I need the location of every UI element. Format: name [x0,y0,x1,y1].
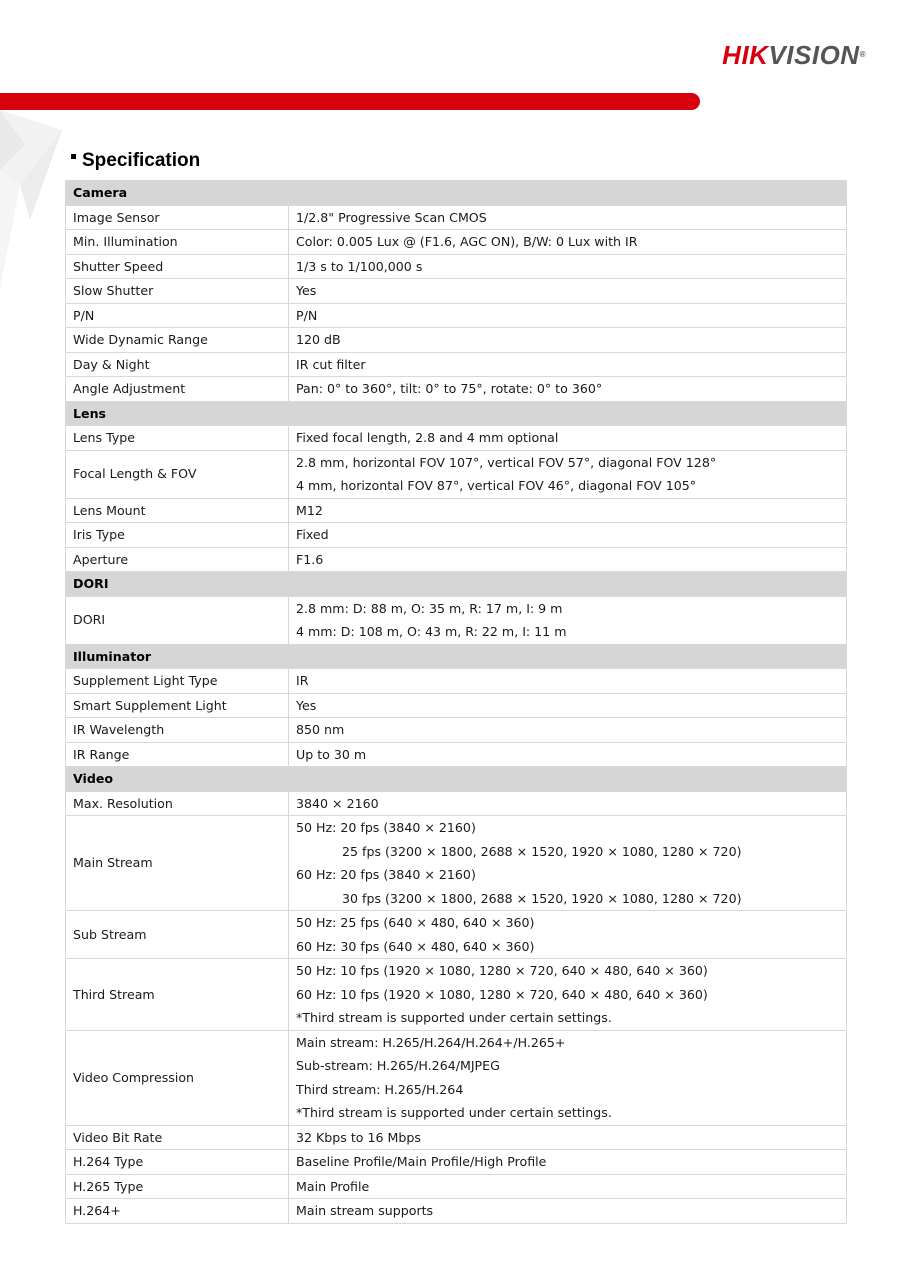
spec-value-line: 2.8 mm, horizontal FOV 107°, vertical FOV 57°, diagonal FOV 128° [296,454,717,470]
spec-row [66,426,847,451]
spec-row [66,498,847,523]
spec-row [66,254,847,279]
section-header-row [66,181,847,206]
spec-row [66,547,847,572]
spec-row [66,1174,847,1199]
hikvision-logo: HIKVISION® [722,40,866,70]
section-title: Camera [66,181,847,206]
spec-row [66,523,847,548]
spec-value [289,205,847,230]
section-header-row [66,572,847,597]
spec-value-line: F1.6 [296,551,324,567]
spec-row [66,450,847,498]
spec-value-line: 4 mm, horizontal FOV 87°, vertical FOV 46°, diagonal FOV 105° [296,478,697,493]
spec-label: Video Bit Rate [66,1125,289,1150]
spec-value [289,426,847,451]
spec-row [66,959,847,1031]
spec-value [289,742,847,767]
spec-value-line: Main stream: H.265/H.264/H.264+/H.265+ [296,1034,566,1050]
spec-value [289,911,847,959]
spec-value-line: Fixed [296,527,329,542]
spec-label: Supplement Light Type [66,669,289,694]
spec-value [289,547,847,572]
spec-label: P/N [66,303,289,328]
spec-value [289,230,847,255]
spec-label: Image Sensor [66,205,289,230]
spec-value-line: 60 Hz: 20 fps (3840 × 2160) [296,867,476,882]
spec-label: Video Compression [66,1030,289,1125]
spec-value-line: 1/3 s to 1/100,000 s [296,258,423,274]
spec-value-line: P/N [296,307,318,323]
spec-label: Third Stream [66,959,289,1031]
section-header-row [66,644,847,669]
section-title: DORI [66,572,847,597]
spec-value-line: *Third stream is supported under certain settings. [296,1010,612,1025]
spec-label: DORI [66,596,289,644]
spec-value-line: 3840 × 2160 [296,795,379,811]
spec-value-line: 50 Hz: 10 fps (1920 × 1080, 1280 × 720, 640 × 480, 640 × 360) [296,963,708,978]
spec-value [289,791,847,816]
spec-value-line: 60 Hz: 30 fps (640 × 480, 640 × 360) [296,938,535,954]
spec-label: IR Range [66,742,289,767]
spec-value [289,1174,847,1199]
spec-row [66,596,847,644]
spec-value [289,1125,847,1150]
spec-row [66,230,847,255]
spec-value [289,596,847,644]
spec-value-line: Color: 0.005 Lux @ (F1.6, AGC ON), B/W: 0 Lux with IR [296,234,638,249]
spec-value-line: Up to 30 m [296,746,367,762]
spec-value [289,279,847,304]
spec-value-line: Yes [296,697,317,713]
spec-label: Aperture [66,547,289,572]
spec-label: Lens Mount [66,498,289,523]
spec-value-line: IR [296,673,309,688]
spec-row [66,1150,847,1175]
spec-label: H.264 Type [66,1150,289,1175]
spec-row [66,718,847,743]
spec-value [289,1150,847,1175]
page-title: Specification [71,149,200,173]
spec-label: Sub Stream [66,911,289,959]
spec-row [66,791,847,816]
header-red-bar [0,93,700,110]
spec-value-line: 50 Hz: 25 fps (640 × 480, 640 × 360) [296,915,535,930]
spec-label: Min. Illumination [66,230,289,255]
spec-value-line: 60 Hz: 10 fps (1920 × 1080, 1280 × 720, 640 × 480, 640 × 360) [296,986,708,1002]
spec-row [66,279,847,304]
spec-label: Slow Shutter [66,279,289,304]
spec-value [289,254,847,279]
spec-value-line: Fixed focal length, 2.8 and 4 mm optional [296,430,559,445]
spec-value [289,303,847,328]
spec-value-line: 1/2.8" Progressive Scan CMOS [296,209,487,225]
spec-value-line: Pan: 0° to 360°, tilt: 0° to 75°, rotate: 0° to 360° [296,381,603,396]
specification-table [65,180,847,1224]
spec-value [289,450,847,498]
spec-row [66,303,847,328]
spec-row [66,1030,847,1125]
spec-label: IR Wavelength [66,718,289,743]
spec-value [289,328,847,353]
spec-value-line: 4 mm: D: 108 m, O: 43 m, R: 22 m, I: 11 m [296,624,567,639]
spec-value-line: 2.8 mm: D: 88 m, O: 35 m, R: 17 m, I: 9 m [296,600,563,616]
spec-value-line: Yes [296,283,317,298]
spec-label: H.265 Type [66,1174,289,1199]
spec-value [289,352,847,377]
spec-value-line: Main stream supports [296,1203,434,1218]
spec-value [289,377,847,402]
spec-value [289,1199,847,1224]
spec-label: Lens Type [66,426,289,451]
spec-value [289,1030,847,1125]
spec-value-line: IR cut filter [296,356,366,372]
spec-value-line: 32 Kbps to 16 Mbps [296,1129,421,1145]
spec-label: H.264+ [66,1199,289,1224]
spec-label: Max. Resolution [66,791,289,816]
title-bullet-icon [71,154,76,159]
spec-label: Angle Adjustment [66,377,289,402]
spec-value-line: Sub-stream: H.265/H.264/MJPEG [296,1058,500,1073]
spec-row [66,742,847,767]
spec-value-line: 30 fps (3200 × 1800, 2688 × 1520, 1920 × 1080, 1280 × 720) [342,890,742,906]
spec-value [289,669,847,694]
spec-row [66,352,847,377]
spec-value [289,498,847,523]
spec-label: Shutter Speed [66,254,289,279]
spec-value-line: Third stream: H.265/H.264 [296,1081,464,1097]
spec-row [66,328,847,353]
section-title: Video [66,767,847,792]
spec-row [66,1199,847,1224]
section-header-row [66,767,847,792]
spec-value-line: 25 fps (3200 × 1800, 2688 × 1520, 1920 × 1080, 1280 × 720) [342,843,742,859]
spec-label: Wide Dynamic Range [66,328,289,353]
spec-value [289,693,847,718]
spec-value-line: 50 Hz: 20 fps (3840 × 2160) [296,820,476,835]
spec-row [66,816,847,911]
section-title: Lens [66,401,847,426]
spec-value-line: 120 dB [296,332,341,347]
spec-value-line: *Third stream is supported under certain settings. [296,1105,612,1120]
spec-label: Focal Length & FOV [66,450,289,498]
spec-value [289,959,847,1031]
section-header-row [66,401,847,426]
spec-label: Main Stream [66,816,289,911]
spec-row [66,205,847,230]
spec-value [289,718,847,743]
spec-value-line: Baseline Profile/Main Profile/High Profile [296,1154,547,1169]
spec-label: Day & Night [66,352,289,377]
spec-value [289,816,847,911]
spec-value-line: 850 nm [296,722,345,737]
spec-value [289,523,847,548]
spec-row [66,377,847,402]
spec-value-line: Main Profile [296,1178,370,1194]
spec-row [66,1125,847,1150]
spec-row [66,693,847,718]
section-title: Illuminator [66,644,847,669]
spec-label: Smart Supplement Light [66,693,289,718]
spec-value-line: M12 [296,502,323,518]
spec-row [66,669,847,694]
spec-label: Iris Type [66,523,289,548]
spec-row [66,911,847,959]
